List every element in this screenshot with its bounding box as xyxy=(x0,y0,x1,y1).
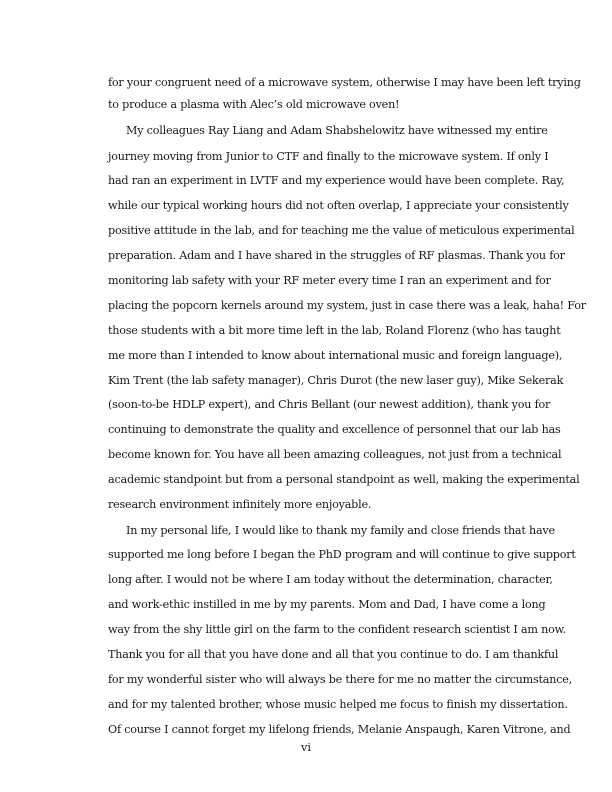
text-line: for my wonderful sister who will always be there for me no matter the circumstance, xyxy=(108,673,573,686)
text-line: while our typical working hours did not often overlap, I appreciate your consistently xyxy=(108,199,569,212)
text-line: positive attitude in the lab, and for teaching me the value of meticulous experimental xyxy=(108,224,575,237)
text-line: had ran an experiment in LVTF and my experience would have been complete. Ray, xyxy=(108,174,565,187)
text-line: research environment infinitely more enjoyable. xyxy=(108,498,372,511)
text-line: Kim Trent (the lab safety manager), Chris Durot (the new laser guy), Mike Sekerak xyxy=(108,374,564,387)
text-line: journey moving from Junior to CTF and finally to the microwave system. If only I xyxy=(108,150,549,163)
text-line: supported me long before I began the PhD program and will continue to give support xyxy=(108,548,576,561)
text-line: for your congruent need of a microwave system, otherwise I may have been left trying xyxy=(108,76,581,89)
page-number: vi xyxy=(300,740,312,754)
text-line: (soon-to-be HDLP expert), and Chris Bellant (our newest addition), thank you for xyxy=(108,398,551,411)
text-line: preparation. Adam and I have shared in the struggles of RF plasmas. Thank you for xyxy=(108,249,565,262)
text-line: long after. I would not be where I am today without the determination, character, xyxy=(108,573,553,586)
paragraph-first-line: In my personal life, I would like to thank my family and close friends that have xyxy=(126,524,555,537)
text-line: continuing to demonstrate the quality and excellence of personnel that our lab has xyxy=(108,423,561,436)
text-line: me more than I intended to know about international music and foreign language), xyxy=(108,349,563,362)
text-line: those students with a bit more time left in the lab, Roland Florenz (who has taught xyxy=(108,324,561,337)
paragraph-first-line: My colleagues Ray Liang and Adam Shabshelowitz have witnessed my entire xyxy=(126,124,548,137)
text-line: way from the shy little girl on the farm to the confident research scientist I am now. xyxy=(108,623,566,636)
text-line: Of course I cannot forget my lifelong friends, Melanie Anspaugh, Karen Vitrone, and xyxy=(108,723,571,736)
text-line: Thank you for all that you have done and all that you continue to do. I am thankful xyxy=(108,648,559,661)
text-line: and for my talented brother, whose music helped me focus to finish my dissertation. xyxy=(108,698,568,711)
text-line: and work-ethic instilled in me by my parents. Mom and Dad, I have come a long xyxy=(108,598,546,611)
text-line: become known for. You have all been amazing colleagues, not just from a technical xyxy=(108,448,562,461)
text-line: to produce a plasma with Alec’s old microwave oven! xyxy=(108,98,400,111)
text-line: academic standpoint but from a personal standpoint as well, making the experimental xyxy=(108,473,580,486)
text-line: placing the popcorn kernels around my system, just in case there was a leak, haha! For xyxy=(108,299,586,312)
text-line: monitoring lab safety with your RF meter every time I ran an experiment and for xyxy=(108,274,551,287)
